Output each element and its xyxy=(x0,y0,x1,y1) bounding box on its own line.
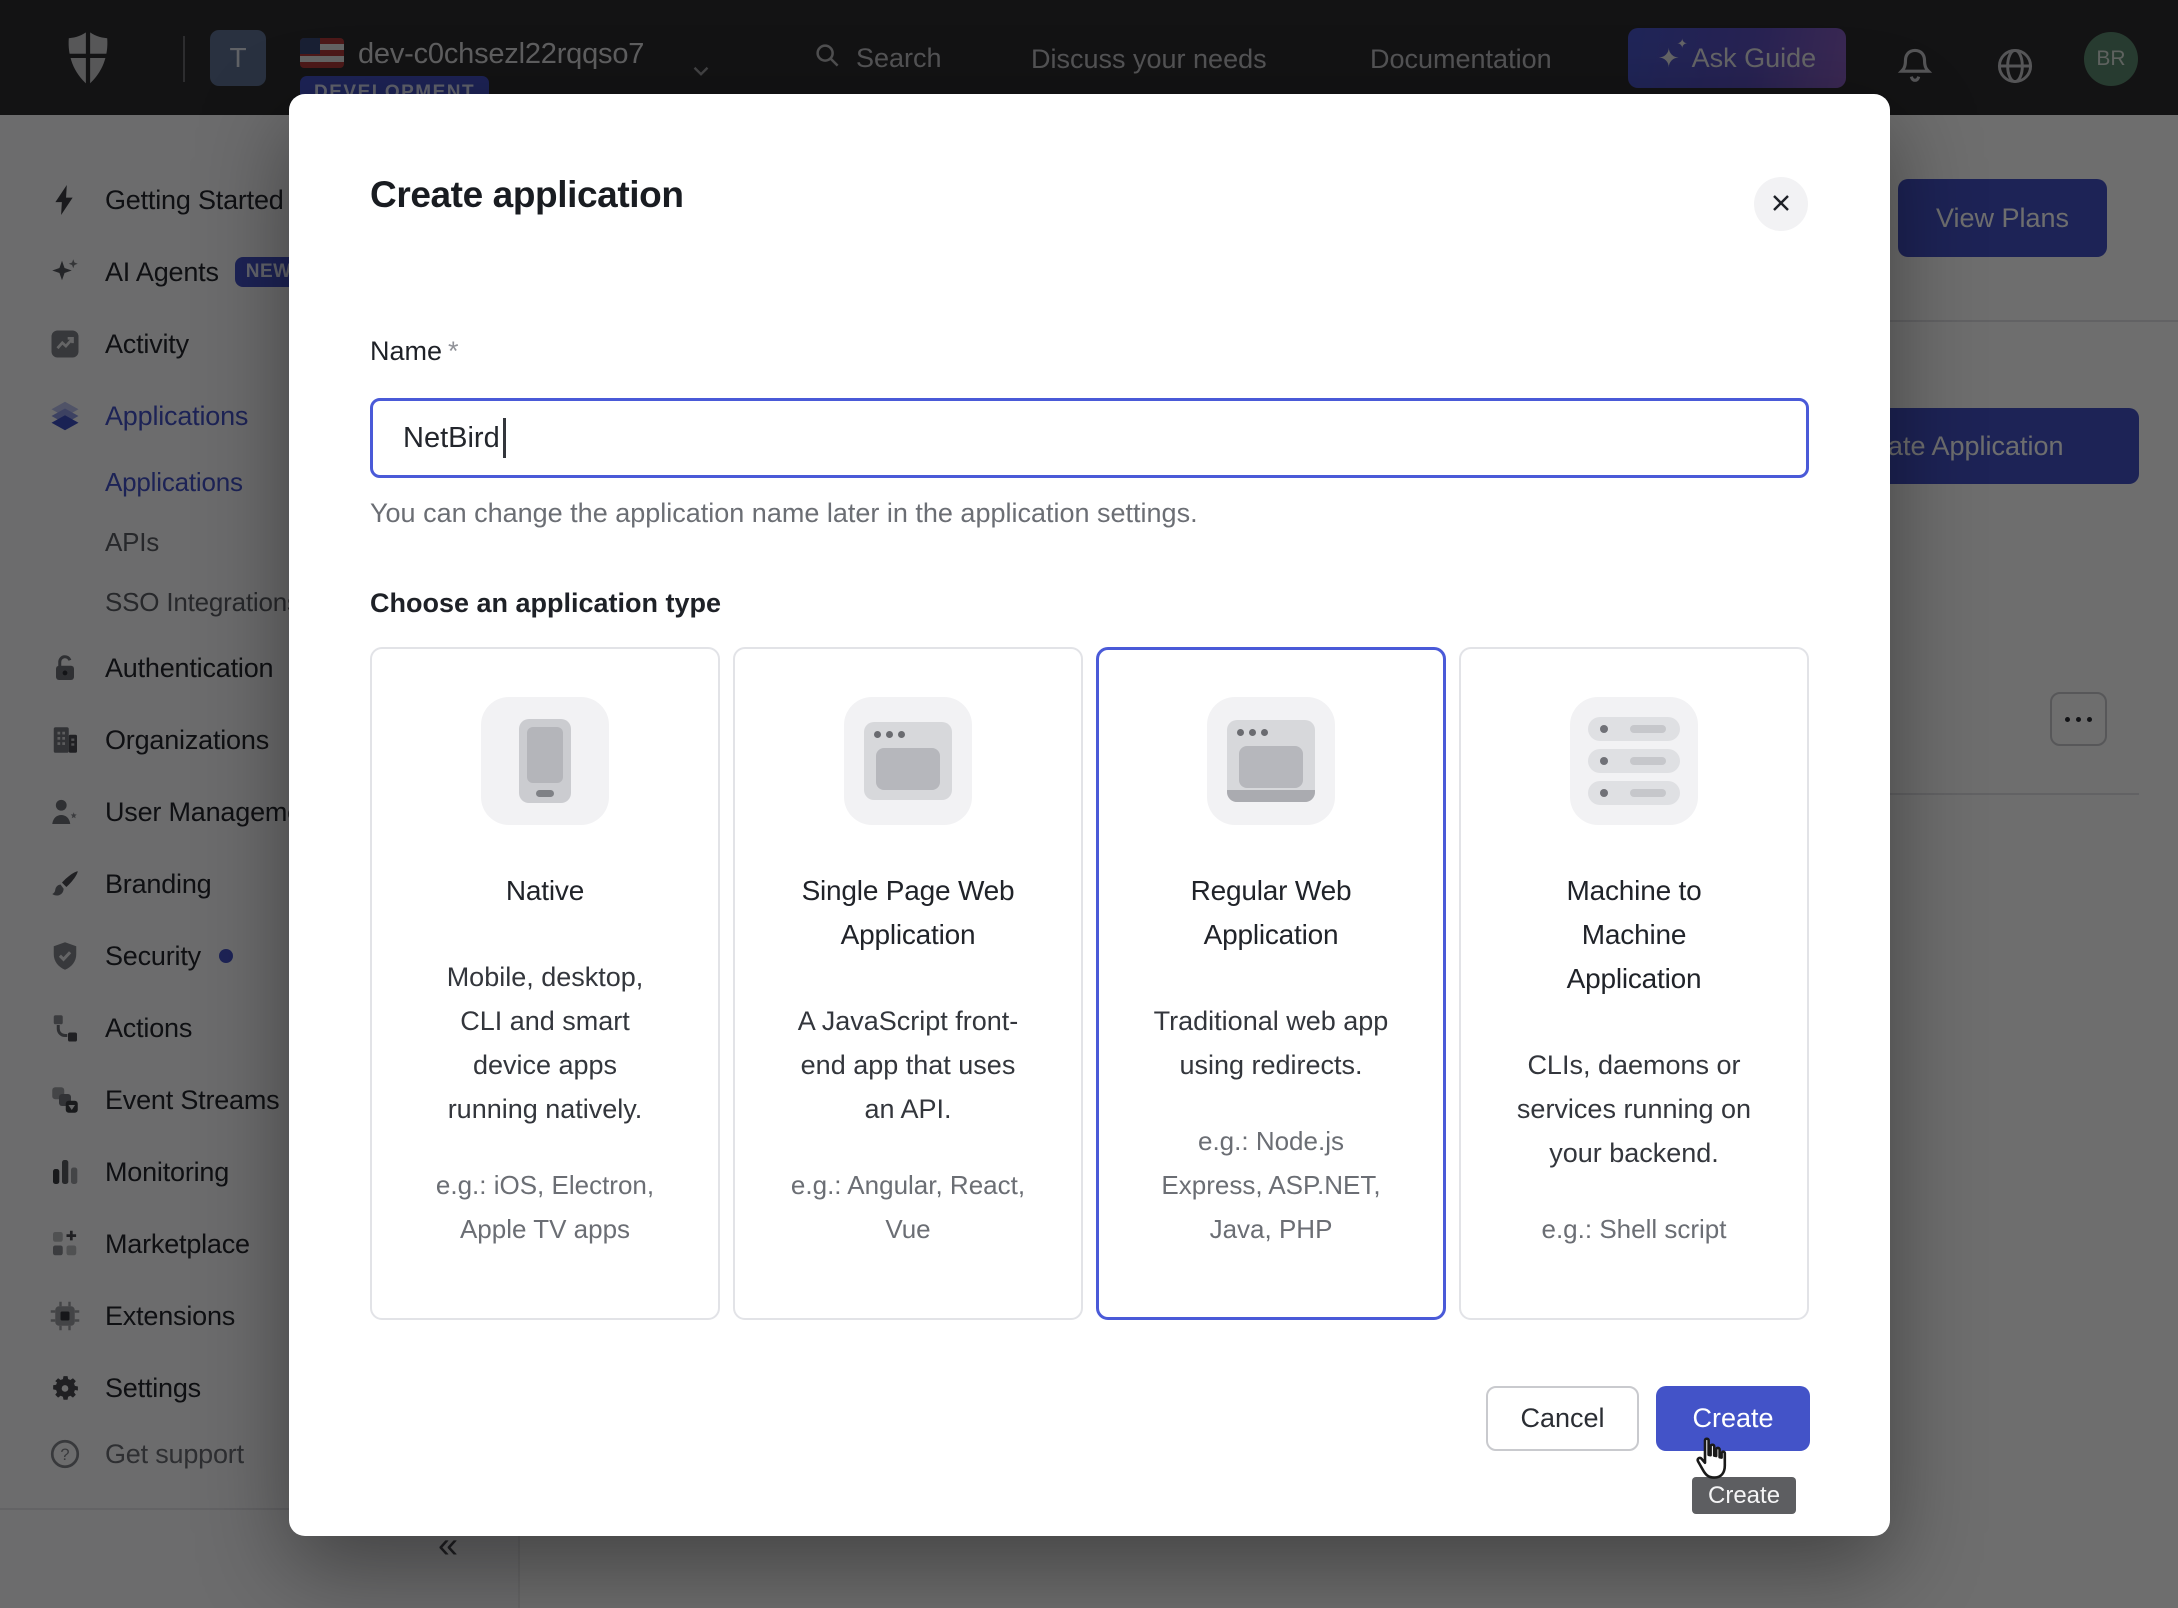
modal-title: Create application xyxy=(370,174,684,215)
app-type-card-regular-web[interactable]: Regular Web Application Traditional web app using redirects. e.g.: Node.js Express, ASP.NET, Java, PHP xyxy=(1096,647,1446,1320)
application-name-input[interactable]: NetBird xyxy=(370,398,1809,478)
app-type-card-machine-to-machine[interactable]: Machine to Machine Application CLIs, daemons or services running on your backend. e.g.: Shell script xyxy=(1459,647,1809,1320)
native-app-icon xyxy=(481,697,609,825)
name-helper-text: You can change the application name later in the application settings. xyxy=(370,498,1198,528)
mouse-cursor-pointer xyxy=(1685,1432,1737,1495)
spa-app-icon xyxy=(844,697,972,825)
app-type-card-native[interactable]: Native Mobile, desktop, CLI and smart device apps running natively. e.g.: iOS, Electron, Apple TV apps xyxy=(370,647,720,1320)
close-icon xyxy=(1769,191,1793,218)
create-button[interactable]: Create xyxy=(1656,1386,1810,1451)
app-type-card-spa[interactable]: Single Page Web Application A JavaScript front-end app that uses an API. e.g.: Angular, React, Vue xyxy=(733,647,1083,1320)
create-button-tooltip: Create xyxy=(1692,1477,1796,1514)
regular-web-app-icon xyxy=(1207,697,1335,825)
text-caret xyxy=(503,418,506,458)
required-marker: * xyxy=(448,336,459,366)
cancel-button[interactable]: Cancel xyxy=(1486,1386,1639,1451)
create-application-modal xyxy=(289,94,1890,1536)
application-type-section-title: Choose an application type xyxy=(370,588,722,618)
close-button[interactable] xyxy=(1754,177,1808,231)
name-field-label: Name * xyxy=(370,336,459,366)
machine-to-machine-icon xyxy=(1570,697,1698,825)
application-type-cards xyxy=(370,647,1809,1320)
